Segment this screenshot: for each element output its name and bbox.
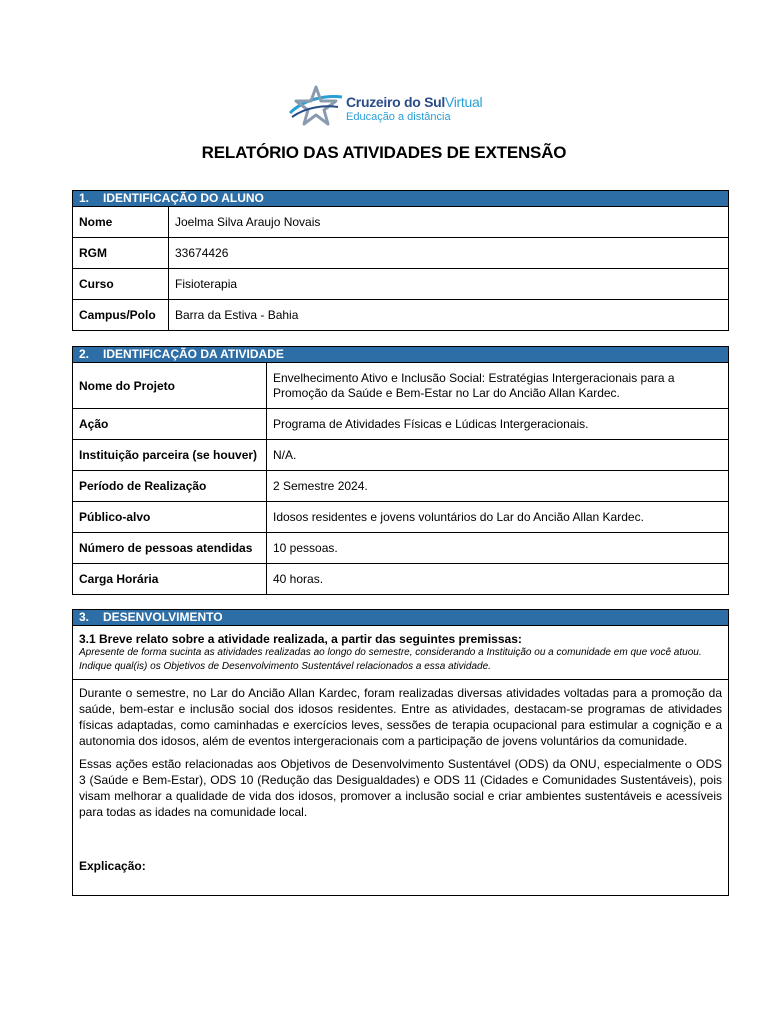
row-value: 2 Semestre 2024. [273, 478, 368, 493]
row-label: Período de Realização [73, 471, 267, 501]
section-heading: DESENVOLVIMENTO [103, 610, 223, 624]
report-body [73, 680, 728, 873]
section-number: 3. [79, 610, 90, 624]
row-value: N/A. [273, 447, 297, 462]
section-number: 2. [79, 347, 90, 361]
row-value: Fisioterapia [175, 276, 238, 291]
row-label: Curso [73, 269, 169, 299]
table-row [73, 268, 728, 299]
sub-heading: 3.1 Breve relato sobre a atividade realizada, a partir das seguintes premissas: [79, 632, 522, 646]
brand-main: Cruzeiro do Sul [346, 94, 445, 110]
row-value: 10 pessoas. [273, 540, 338, 555]
row-label: Campus/Polo [73, 300, 169, 330]
section-header [73, 191, 728, 207]
brand-name [346, 94, 482, 110]
section-heading: IDENTIFICAÇÃO DA ATIVIDADE [103, 347, 284, 361]
table-row [73, 207, 728, 237]
table-row [73, 299, 728, 330]
report-paragraph: Durante o semestre, no Lar do Ancião Allan Kardec, foram realizadas diversas atividades voltadas para a promoção da saúde, bem-estar e inclusão social dos idosos residentes. Entre as atividades, destacam-se programas de atividades físicas adaptadas, como caminhadas e exercícios leves, sessões de terapia ocupacional para estimular a cognição e a autonomia dos idosos, além de eventos intergeracionais com a participação de jovens voluntários da comunidade. [79, 686, 722, 748]
row-value: Joelma Silva Araujo Novais [175, 214, 321, 229]
row-label: Nome [73, 207, 169, 237]
table-row [73, 501, 728, 532]
section-student-identification [72, 190, 729, 331]
table-row [73, 439, 728, 470]
row-label: Público-alvo [73, 502, 267, 532]
section-heading: IDENTIFICAÇÃO DO ALUNO [103, 191, 264, 205]
logo [286, 83, 486, 129]
row-value: Envelhecimento Ativo e Inclusão Social: Estratégias Intergeracionais para a Promoção da Saúde e Bem-Estar no Lar do Ancião Allan Kardec. [273, 370, 675, 400]
row-value: Idosos residentes e jovens voluntários do Lar do Ancião Allan Kardec. [273, 509, 644, 524]
star-logo-icon [286, 83, 344, 129]
row-value: 40 horas. [273, 571, 324, 586]
row-label: Carga Horária [73, 564, 267, 594]
row-label: RGM [73, 238, 169, 268]
table-row [73, 363, 728, 408]
brand-subtitle: Educação a distância [346, 111, 451, 123]
explanation-label: Explicação: [79, 859, 146, 873]
page-title: RELATÓRIO DAS ATIVIDADES DE EXTENSÃO [201, 143, 567, 162]
row-label: Ação [73, 409, 267, 439]
table-row [73, 237, 728, 268]
section-development [72, 609, 729, 896]
table-row [73, 532, 728, 563]
report-paragraph: Essas ações estão relacionadas aos Objetivos de Desenvolvimento Sustentável (ODS) da ONU, especialmente o ODS 3 (Saúde e Bem-Estar), ODS 10 (Redução das Desigualdades) e ODS 11 (Cidades e Comunidades Sustentáveis), pois visam melhorar a qualidade de vida dos idosos, promover a inclusão social e criar ambientes sustentáveis e acessíveis para todas as idades na comunidade local. [79, 757, 722, 819]
brand-light: Virtual [444, 94, 483, 110]
section-activity-identification [72, 346, 729, 595]
table-row [73, 563, 728, 594]
row-value: Barra da Estiva - Bahia [175, 307, 299, 322]
row-value: 33674426 [175, 245, 229, 260]
section-header [73, 347, 728, 363]
instruction-text: Apresente de forma sucinta as atividades realizadas ao longo do semestre, considerando a Instituição ou a comunidade em que você atuou. Indique qual(is) os Objetivos de Desenvolvimento Sustentável relacionados a essa atividade. [79, 647, 702, 672]
row-label: Instituição parceira (se houver) [73, 440, 267, 470]
instruction-block [73, 626, 728, 680]
section-number: 1. [79, 191, 90, 205]
row-label: Nome do Projeto [73, 363, 267, 408]
row-value: Programa de Atividades Físicas e Lúdicas Intergeracionais. [273, 416, 589, 431]
table-row [73, 470, 728, 501]
table-row [73, 408, 728, 439]
section-header [73, 610, 728, 626]
row-label: Número de pessoas atendidas [73, 533, 267, 563]
